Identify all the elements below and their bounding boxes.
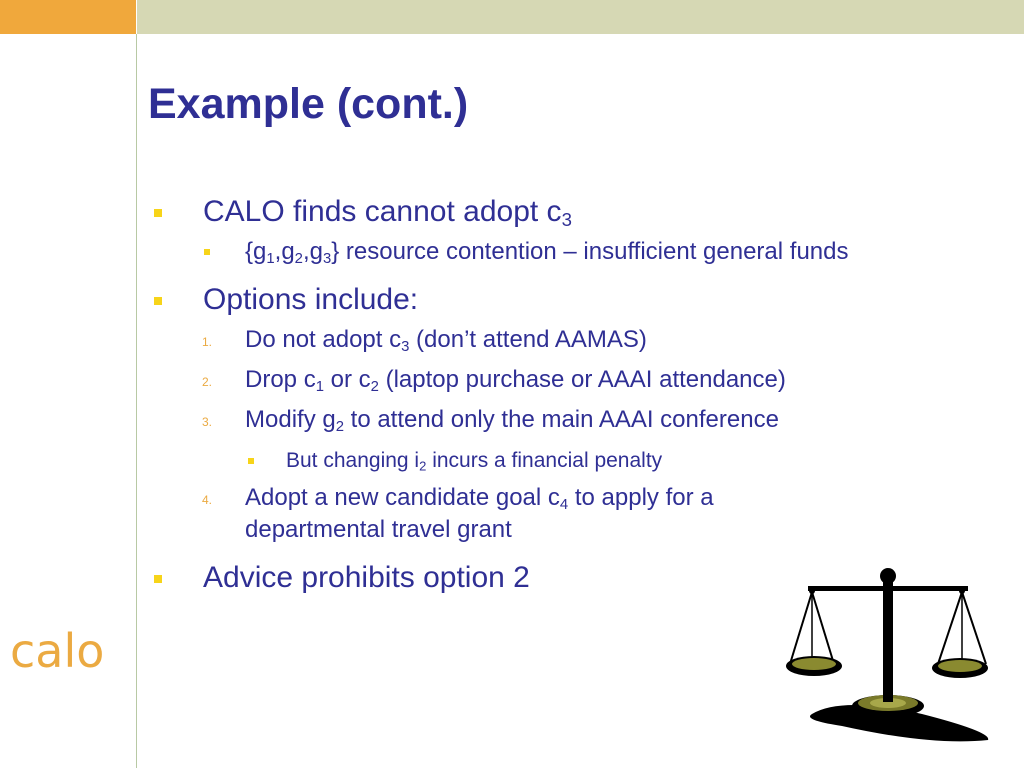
option-number: 4. [202, 493, 213, 507]
sub-bullet-resource-contention: $\{g_1,g_2,g_3\}$ resource contention – insufficient general funds [150, 236, 980, 278]
left-divider [136, 34, 137, 768]
square-bullet-icon [154, 297, 162, 305]
option-1: 1. Do not adopt $c_3$ (don’t attend AAMAS) [150, 324, 980, 364]
slide-title: Example (cont.) [148, 80, 469, 128]
bullet-options-include: Options include: [150, 278, 980, 324]
header-band [137, 0, 1024, 34]
option-2: 2. Drop $c_1$ or $c_2$ (laptop purchase or AAAI attendance) [150, 364, 980, 404]
option-number: 2. [202, 375, 213, 389]
header-accent-block [0, 0, 136, 34]
square-bullet-icon [154, 575, 162, 583]
bullet-advice-prohibits: Advice prohibits option 2 [150, 556, 980, 602]
option-3: 3. Modify $g_2$ to attend only the main AAAI conference [150, 404, 980, 444]
calo-logo: calo [10, 624, 105, 678]
option-4: 4. Adopt a new candidate goal $c_4$ to apply for a departmental travel grant [202, 484, 714, 543]
option-number: 1. [202, 335, 213, 349]
square-bullet-icon [204, 249, 210, 255]
square-bullet-icon [154, 209, 162, 217]
bullet-calo-cannot-adopt: CALO finds cannot adopt $c_3$ [150, 190, 980, 236]
option-3-sub-bullet: But changing $i_2$ incurs a financial penalty [150, 444, 980, 482]
option-number: 3. [202, 415, 213, 429]
balance-scale-icon [782, 564, 1000, 744]
slide-body [150, 190, 980, 602]
square-bullet-icon [248, 458, 254, 464]
